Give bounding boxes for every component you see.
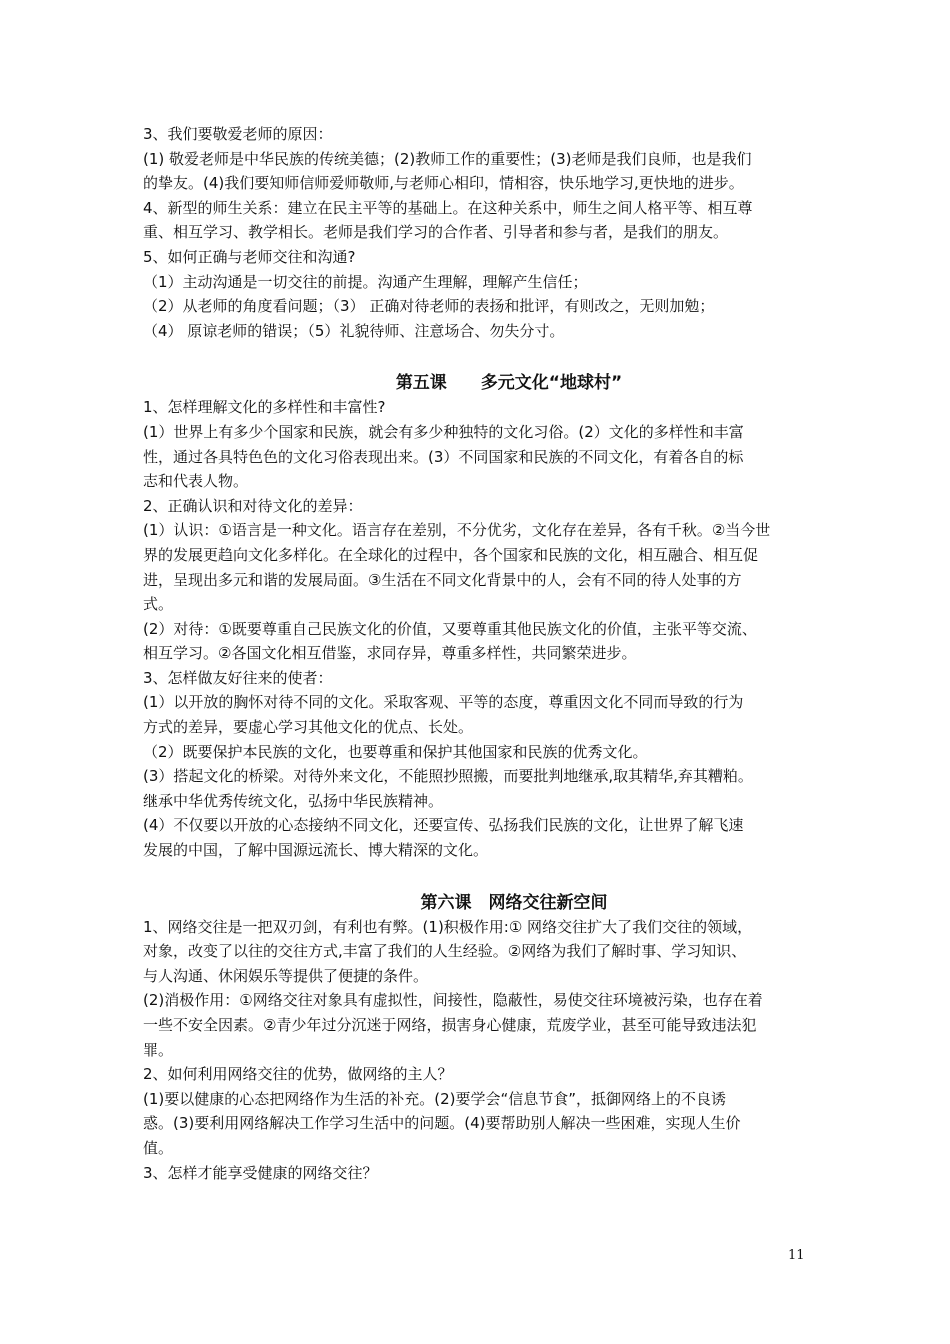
lesson4-line: （4） 原谅老师的错误；（5）礼貌待师、注意场合、勿失分寸。 xyxy=(143,321,565,340)
lesson5-line: （2）既要保护本民族的文化，也要尊重和保护其他国家和民族的优秀文化。 xyxy=(143,742,648,761)
lesson5-line: (1）以开放的胸怀对待不同的文化。采取客观、平等的态度，尊重因文化不同而导致的行为 xyxy=(143,693,744,712)
lesson6-body xyxy=(143,915,811,1186)
lesson4-line: 4、新型的师生关系：建立在民主平等的基础上。在这种关系中，师生之间人格平等、相互尊 xyxy=(143,198,753,217)
lesson6-line: 一些不安全因素。②青少年过分沉迷于网络，损害身心健康，荒废学业，甚至可能导致违法犯 xyxy=(143,1016,757,1034)
lesson5-line: 1、怎样理解文化的多样性和丰富性? xyxy=(143,398,386,417)
lesson6-title: 第六课 网络交往新空间 xyxy=(420,892,608,913)
lesson5-line: 志和代表人物。 xyxy=(143,472,249,491)
lesson6-line: 与人沟通、休闲娱乐等提供了便捷的条件。 xyxy=(143,966,429,985)
lesson6-line: (1)要以健康的心态把网络作为生活的补充。(2)要学会“信息节食”，抵御网络上的不良诱 xyxy=(143,1089,727,1108)
lesson5-body xyxy=(143,395,811,862)
page-number: 11 xyxy=(788,1248,805,1263)
lesson6-line: 罪。 xyxy=(143,1040,174,1059)
lesson5-line: (3）搭起文化的桥梁。对待外来文化，不能照抄照搬，而要批判地继承,取其精华,弃其糟粕。 xyxy=(143,767,753,786)
lesson6-line: 值。 xyxy=(143,1138,174,1157)
lesson4-line: 3、我们要敬爱老师的原因： xyxy=(143,125,333,143)
lesson5-line: 进，呈现出多元和谐的发展局面。③生活在不同文化背景中的人，会有不同的待人处事的方 xyxy=(143,570,742,589)
lesson6-line: 2、如何利用网络交往的优势，做网络的主人？ xyxy=(143,1065,453,1084)
lesson5-line: (1）世界上有多少个国家和民族，就会有多少种独特的文化习俗。(2）文化的多样性和丰富 xyxy=(143,422,744,441)
document-page xyxy=(143,122,811,1185)
lesson5-line: 继承中华优秀传统文化，弘扬中华民族精神。 xyxy=(143,791,444,810)
lesson5-line: 2、正确认识和对待文化的差异： xyxy=(143,496,363,515)
lesson5-line: 性，通过各具特色色的文化习俗表现出来。(3）不同国家和民族的不同文化，有着各自的标 xyxy=(143,447,744,466)
lesson4-line: （1）主动沟通是一切交往的前提。沟通产生理解，理解产生信任； xyxy=(143,272,588,291)
lesson5-line: (1）认识：①语言是一种文化。语言存在差别，不分优劣，文化存在差异，各有千秋。②当今世 xyxy=(143,521,771,540)
lesson6-line: 对象，改变了以往的交往方式,丰富了我们的人生经验。②网络为我们了解时事、学习知识、 xyxy=(143,942,747,961)
lesson5-line: 界的发展更趋向文化多样化。在全球化的过程中，各个国家和民族的文化，相互融合、相互促 xyxy=(143,545,759,564)
lesson6-line: 1、网络交往是一把双刃剑，有利也有弊。(1)积极作用:① 网络交往扩大了我们交往的领域， xyxy=(143,917,753,936)
lesson5-line: 式。 xyxy=(143,595,174,614)
lesson4-line: 的挚友。(4)我们要知师信师爱师敬师,与老师心相印，情相容，快乐地学习,更快地的进步。 xyxy=(143,174,744,193)
lesson4-line: (1) 敬爱老师是中华民族的传统美德；(2)教师工作的重要性；(3)老师是我们良师，也是我们 xyxy=(143,149,752,168)
lesson5-line: (2）对待：①既要尊重自己民族文化的价值，又要尊重其他民族文化的价值，主张平等交流、 xyxy=(143,619,757,638)
lesson5-line: (4）不仅要以开放的心态接纳不同文化，还要宣传、弘扬我们民族的文化，让世界了解飞速 xyxy=(143,816,744,835)
lesson5-line: 相互学习。②各国文化相互借鉴，求同存异，尊重多样性，共同繁荣进步。 xyxy=(143,644,637,663)
lesson6-line: 3、怎样才能享受健康的网络交往？ xyxy=(143,1163,378,1182)
lesson6-line: (2)消极作用：①网络交往对象具有虚拟性，间接性，隐蔽性，易使交往环境被污染，也存在着 xyxy=(143,991,763,1010)
lesson4-tail-section xyxy=(143,122,811,343)
lesson4-line: 5、如何正确与老师交往和沟通? xyxy=(143,247,356,266)
lesson5-line: 发展的中国，了解中国源远流长、博大精深的文化。 xyxy=(143,841,489,860)
lesson4-line: （2）从老师的角度看问题；（3） 正确对待老师的表扬和批评，有则改之，无则加勉； xyxy=(143,297,715,316)
lesson5-title: 第五课 多元文化“地球村” xyxy=(395,373,623,394)
lesson5-line: 3、怎样做友好往来的使者： xyxy=(143,668,333,687)
lesson5-line: 方式的差异，要虚心学习其他文化的优点、长处。 xyxy=(143,718,474,737)
lesson4-line: 重、相互学习、教学相长。老师是我们学习的合作者、引导者和参与者，是我们的朋友。 xyxy=(143,223,729,242)
lesson6-line: 惑。(3)要利用网络解决工作学习生活中的问题。(4)要帮助别人解决一些困难，实现人生价 xyxy=(143,1114,741,1133)
